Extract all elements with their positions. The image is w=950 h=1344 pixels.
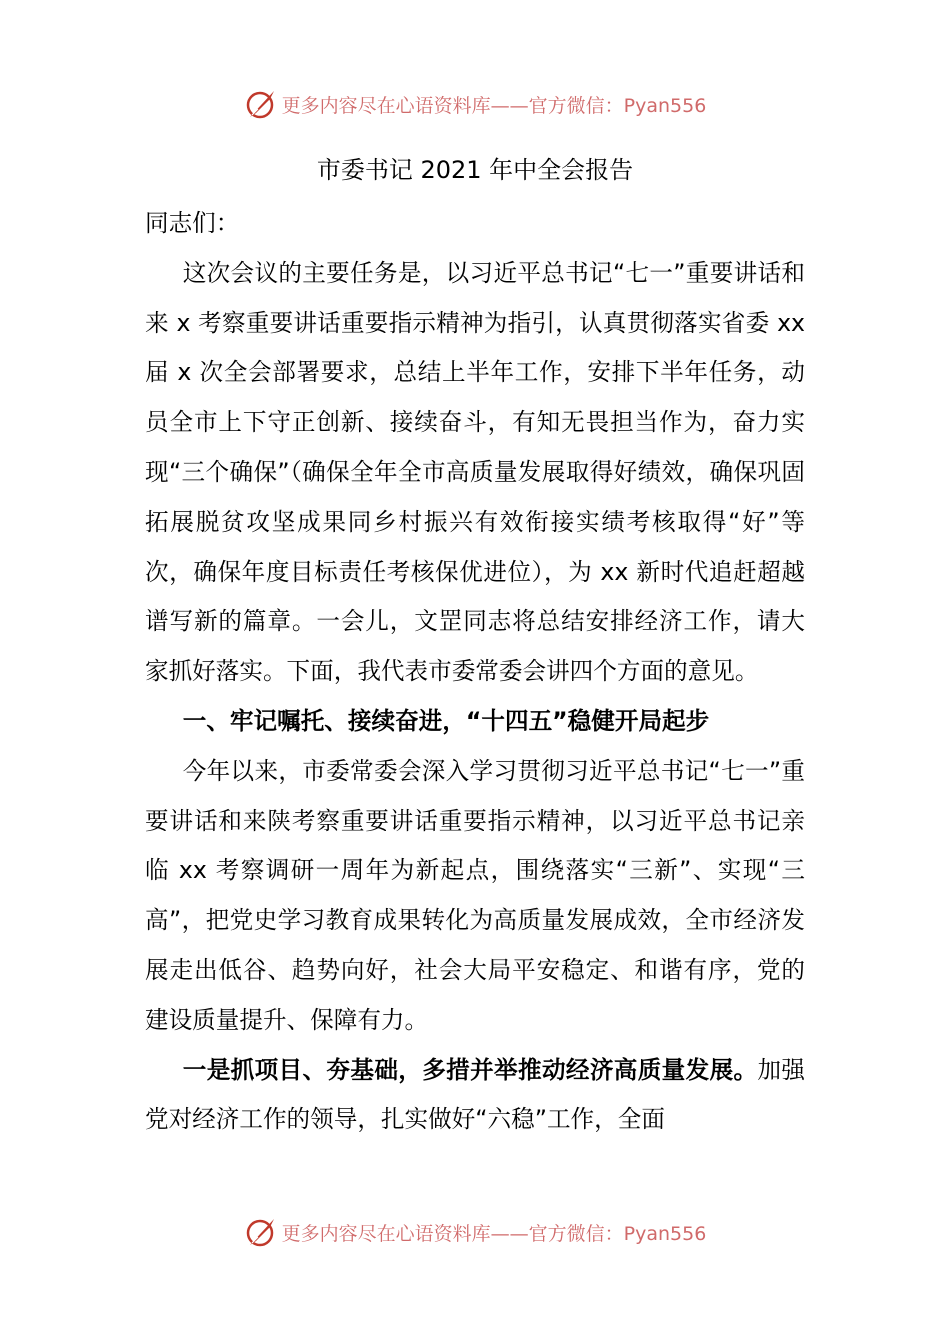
intro-paragraph: 这次会议的主要任务是，以习近平总书记“七一”重要讲话和来 x 考察重要讲话重要指示精神为指引，认真贯彻落实省委 xx 届 x 次全会部署要求，总结上半年工作，安排下半年任务，动员全市上下守正创新、接续奋斗，有知无畏担当作为，奋力实现“三个确保”（确保全年全市高质量发展取得好绩效，确保巩固拓展脱贫攻坚成果同乡村振兴有效衔接实绩考核取得“好”等次，确保年度目标责任考核保优进位），为 xx 新时代追赶超越谱写新的篇章。一会儿，文罡同志将总结安排经济工作，请大家抓好落实。下面，我代表市委常委会讲四个方面的意见。	[145, 258, 805, 686]
point-1-lead: 一是抓项目、夯基础，多措并举推动经济高质量发展。	[182, 1055, 758, 1084]
watermark-footer	[0, 1212, 950, 1252]
point-1-paragraph	[145, 1046, 805, 1146]
watermark-header	[0, 84, 950, 124]
section-1-paragraph: 今年以来，市委常委会深入学习贯彻习近平总书记“七一”重要讲话和来陕考察重要讲话重要指示精神，以习近平总书记亲临 xx 考察调研一周年为新起点，围绕落实“三新”、实现“三高”，把党史学习教育成果转化为高质量发展成效，全市经济发展走出低谷、趋势向好，社会大局平安稳定、和谐有序，党的建设质量提升、保障有力。	[145, 756, 805, 1034]
document-body	[145, 199, 805, 1145]
watermark-text: 更多内容尽在心语资料库——官方微信：Pyan556	[281, 1222, 707, 1245]
watermark-text: 更多内容尽在心语资料库——官方微信：Pyan556	[281, 94, 707, 117]
point-1-text: 加强党对经济工作的领导，扎实做好“六稳”工作，全面	[145, 1055, 806, 1134]
watermark-wechat-id: Pyan556	[623, 94, 707, 117]
salutation: 同志们：	[145, 209, 240, 237]
quill-pen-icon	[244, 87, 278, 121]
quill-pen-icon	[244, 1215, 278, 1249]
document-title: 市委书记 2021 年中全会报告	[316, 156, 634, 184]
section-heading-1: 一、牢记嘱托、接续奋进，“十四五”稳健开局起步	[182, 706, 710, 735]
watermark-wechat-id: Pyan556	[623, 1222, 707, 1245]
